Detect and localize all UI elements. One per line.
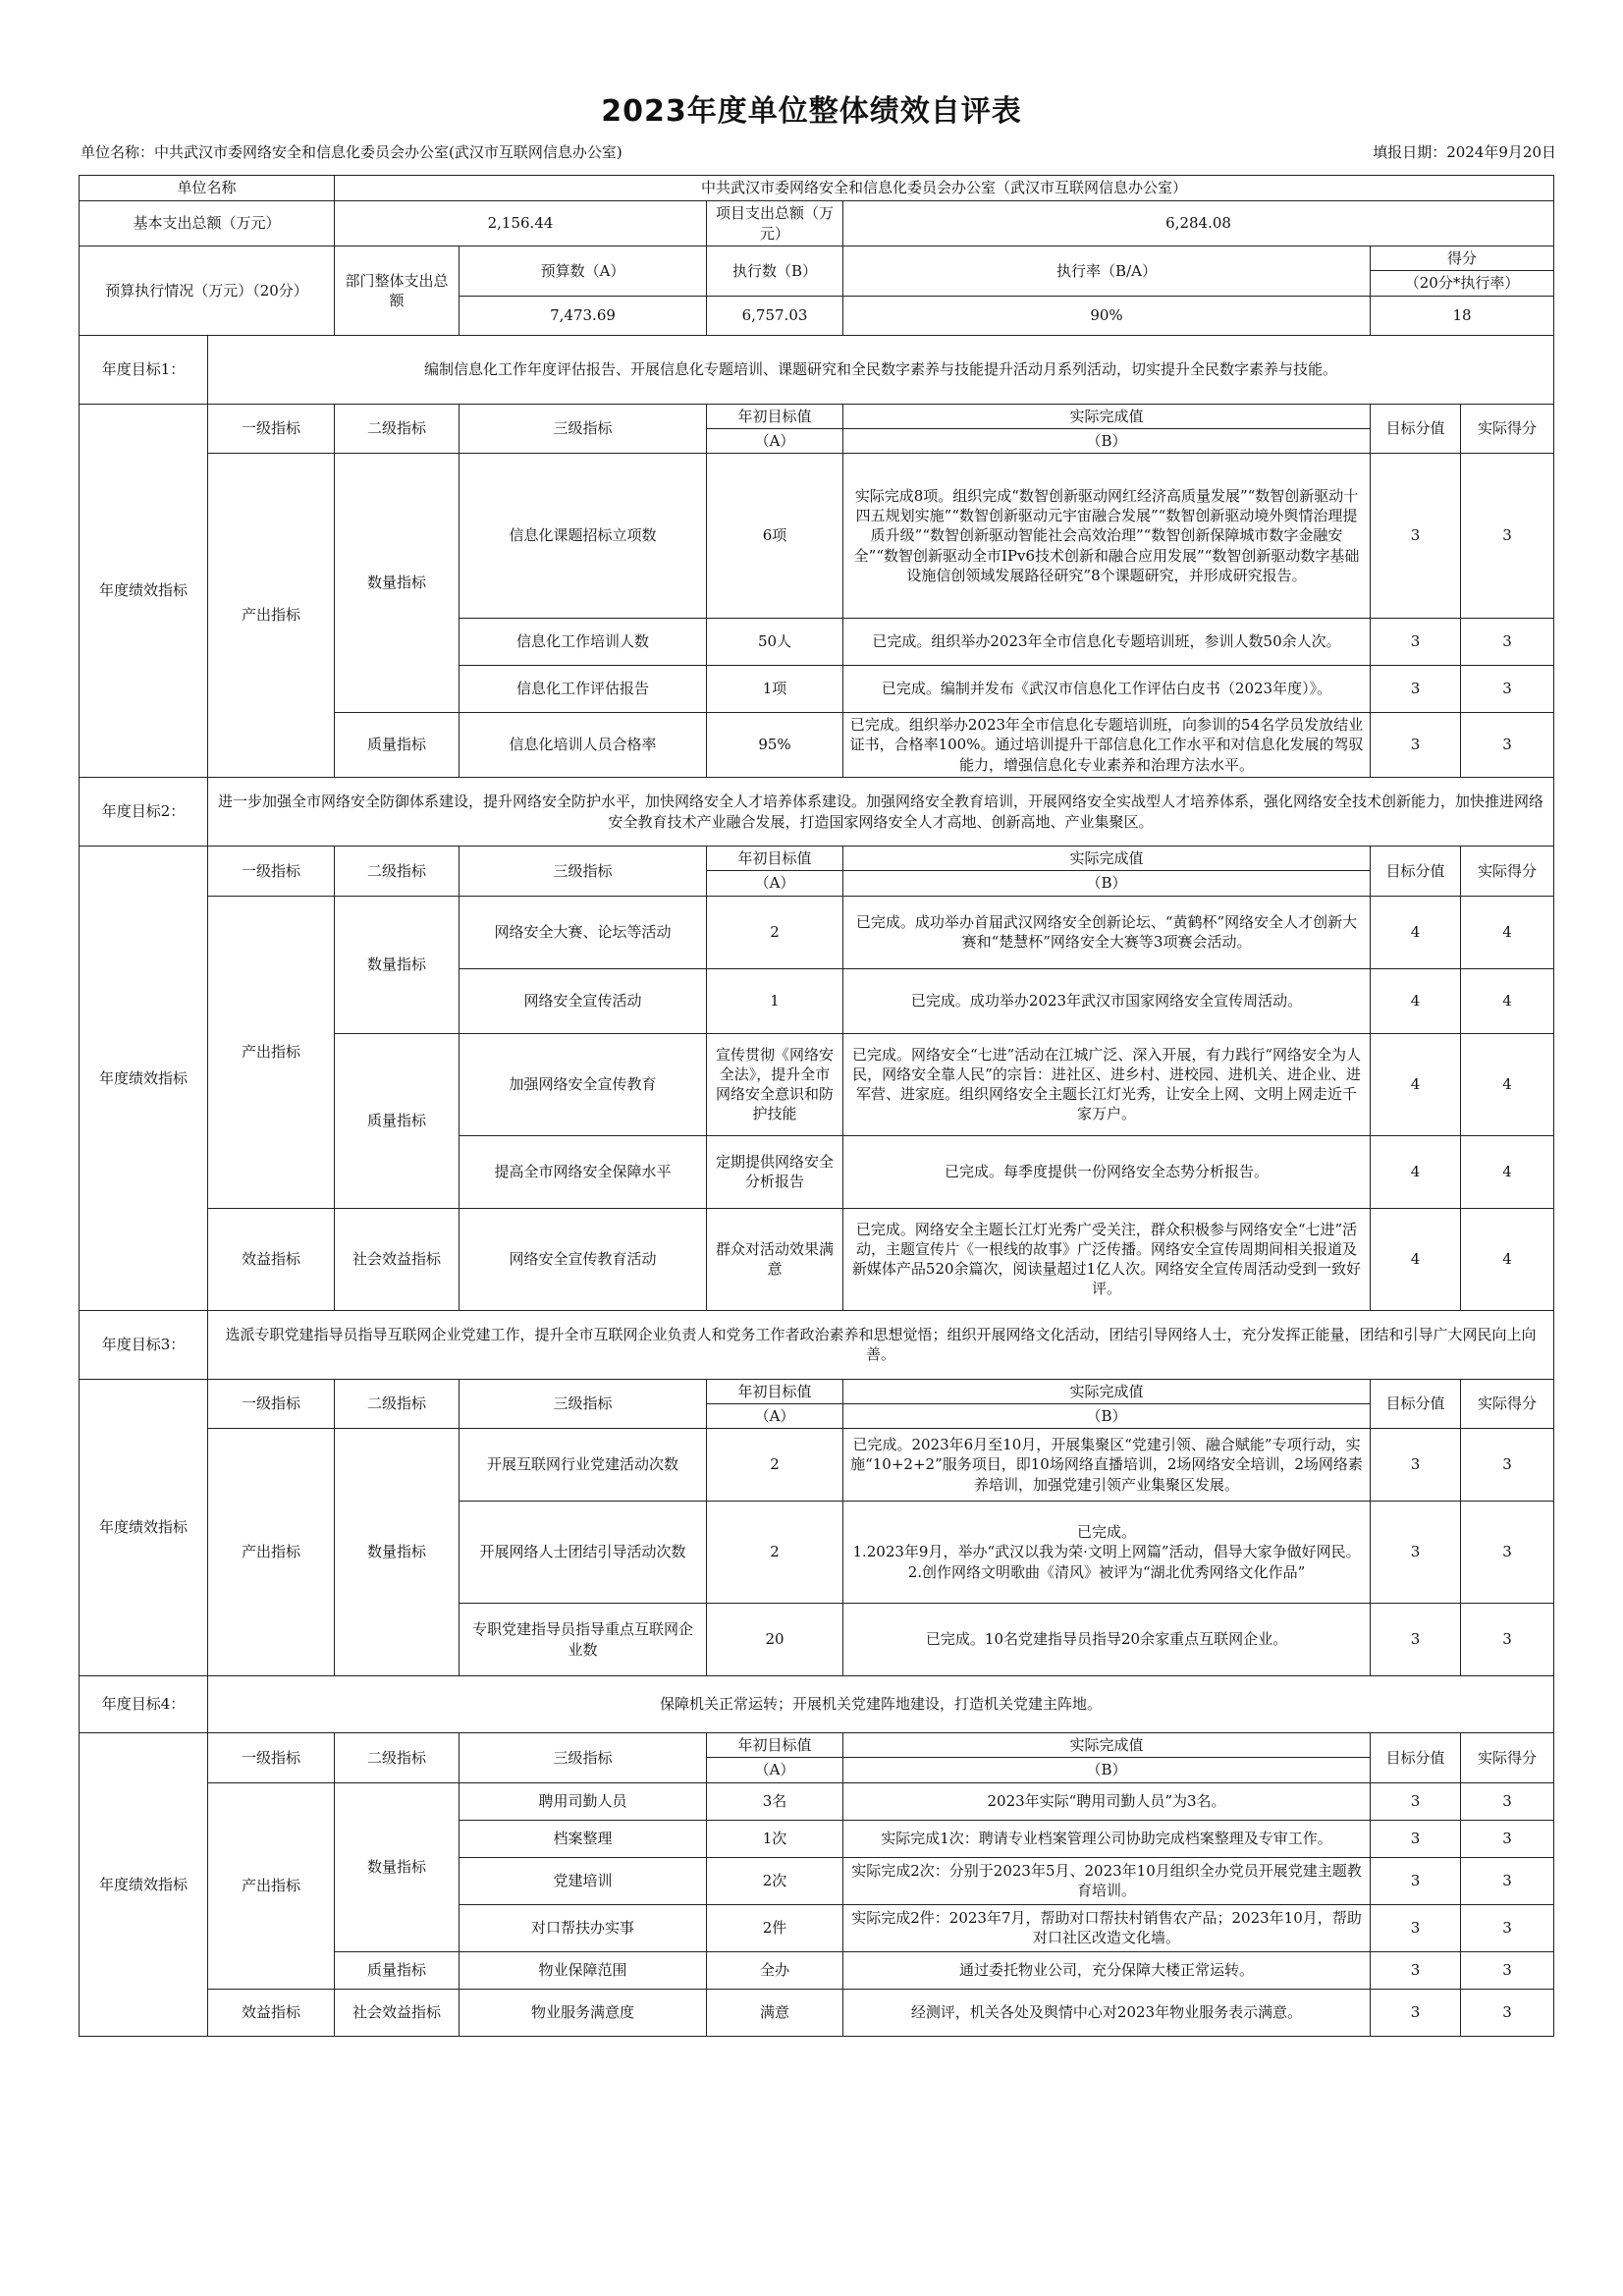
indicator-l3: 物业保障范围	[460, 1951, 707, 1989]
perf-label: 年度绩效指标	[80, 404, 208, 778]
target-value: 2	[707, 1429, 843, 1502]
table-row	[80, 1208, 1554, 1310]
col-points: 目标分值	[1371, 847, 1461, 897]
indicator-l1: 效益指标	[208, 1208, 335, 1310]
col-target-a: （A）	[707, 1403, 843, 1428]
target-points: 3	[1371, 1429, 1461, 1502]
col-lvl1: 一级指标	[208, 847, 335, 897]
actual-value: 2023年实际“聘用司勤人员”为3名。	[843, 1782, 1371, 1820]
indicator-l1: 产出指标	[208, 454, 335, 778]
actual-score: 3	[1461, 666, 1554, 713]
actual-value: 已完成。成功举办2023年武汉市国家网络安全宣传周活动。	[843, 968, 1371, 1033]
target-value: 1项	[707, 666, 843, 713]
budget-exec-label: 预算执行情况（万元）（20分）	[80, 246, 335, 336]
actual-score: 3	[1461, 1782, 1554, 1820]
goal-label: 年度目标3：	[80, 1310, 208, 1379]
indicator-l2: 质量指标	[335, 1033, 460, 1208]
actual-value: 已完成。网络安全主题长江灯光秀广受关注，群众积极参与网络安全“七进”活动，主题宣传片《一根线的故事》广泛传播。网络安全宣传周期间相关报道及新媒体产品520余篇次，阅读量超过1亿人次。网络安全宣传周活动受到一致好评。	[843, 1208, 1371, 1310]
target-value: 2	[707, 896, 843, 968]
target-value: 2	[707, 1502, 843, 1604]
target-value: 3名	[707, 1782, 843, 1820]
indicator-l3: 党建培训	[460, 1857, 707, 1904]
budget-num-label: 预算数（A）	[460, 246, 707, 297]
target-points: 3	[1371, 1604, 1461, 1676]
target-value: 20	[707, 1604, 843, 1676]
actual-score: 4	[1461, 1135, 1554, 1208]
target-value: 2件	[707, 1904, 843, 1951]
indicator-l3: 加强网络安全宣传教育	[460, 1033, 707, 1135]
basic-expense-value: 2,156.44	[335, 201, 707, 246]
col-got: 实际得分	[1461, 1379, 1554, 1429]
actual-score: 4	[1461, 1208, 1554, 1310]
actual-score: 3	[1461, 1951, 1554, 1989]
col-got: 实际得分	[1461, 404, 1554, 454]
target-points: 3	[1371, 619, 1461, 666]
indicator-l3: 网络安全宣传教育活动	[460, 1208, 707, 1310]
indicator-l2: 数量指标	[335, 1782, 460, 1951]
dept-total-label: 部门整体支出总额	[335, 246, 460, 336]
target-value: 群众对活动效果满意	[707, 1208, 843, 1310]
target-points: 4	[1371, 1208, 1461, 1310]
indicator-l1: 产出指标	[208, 896, 335, 1208]
basic-expense-label: 基本支出总额（万元）	[80, 201, 335, 246]
col-target: 年初目标值	[707, 1733, 843, 1758]
unit-line: 单位名称：中共武汉市委网络安全和信息化委员会办公室(武汉市互联网信息办公室)	[81, 143, 622, 161]
target-points: 4	[1371, 1033, 1461, 1135]
target-value: 1次	[707, 1820, 843, 1857]
table-row	[80, 1989, 1554, 2036]
actual-value: 实际完成8项。组织完成“数智创新驱动网红经济高质量发展”“数智创新驱动十四五规划实施”“数智创新驱动元宇宙融合发展”“数智创新驱动境外舆情治理提质升级”“数智创新驱动智能社会高效治理”“数智创新保障城市数字金融安全”“数智创新驱动全市IPv6技术创新和融合应用发展”“数智创新驱动数字基础设施信创领域发展路径研究”8个课题研究，并形成研究报告。	[843, 454, 1371, 619]
table-row	[80, 1782, 1554, 1820]
indicator-l3: 网络安全大赛、论坛等活动	[460, 896, 707, 968]
target-points: 3	[1371, 713, 1461, 778]
score-label: 得分	[1371, 246, 1554, 271]
goal-text: 保障机关正常运转；开展机关党建阵地建设，打造机关党建主阵地。	[208, 1676, 1554, 1733]
indicator-l2: 质量指标	[335, 1951, 460, 1989]
actual-value: 已完成。每季度提供一份网络安全态势分析报告。	[843, 1135, 1371, 1208]
actual-value: 已完成。编制并发布《武汉市信息化工作评估白皮书（2023年度）》。	[843, 666, 1371, 713]
goal-label: 年度目标1：	[80, 335, 208, 404]
indicator-l3: 信息化工作评估报告	[460, 666, 707, 713]
perf-label: 年度绩效指标	[80, 847, 208, 1311]
col-got: 实际得分	[1461, 847, 1554, 897]
indicator-l3: 档案整理	[460, 1820, 707, 1857]
col-actual: 实际完成值	[843, 404, 1371, 428]
col-lvl1: 一级指标	[208, 1379, 335, 1429]
actual-value: 已完成。组织举办2023年全市信息化专题培训班，向参训的54名学员发放结业证书，合格率100%。通过培训提升干部信息化工作水平和对信息化发展的驾驭能力，增强信息化专业素养和治理方法水平。	[843, 713, 1371, 778]
target-value: 定期提供网络安全分析报告	[707, 1135, 843, 1208]
perf-label: 年度绩效指标	[80, 1379, 208, 1676]
indicator-l2: 社会效益指标	[335, 1208, 460, 1310]
actual-value: 经测评，机关各处及舆情中心对2023年物业服务表示满意。	[843, 1989, 1371, 2036]
actual-score: 4	[1461, 968, 1554, 1033]
col-target-a: （A）	[707, 428, 843, 453]
actual-value: 已完成。网络安全“七进”活动在江城广泛、深入开展，有力践行“网络安全为人民，网络安全靠人民”的宗旨：进社区、进乡村、进校园、进机关、进企业、进军营、进家庭。组织网络安全主题长江灯光秀，让安全上网、文明上网走近千家万户。	[843, 1033, 1371, 1135]
actual-score: 3	[1461, 619, 1554, 666]
indicator-l1: 效益指标	[208, 1989, 335, 2036]
goal-text: 选派专职党建指导员指导互联网企业党建工作，提升全市互联网企业负责人和党务工作者政治素养和思想觉悟；组织开展网络文化活动，团结引导网络人士，充分发挥正能量，团结和引导广大网民向上向善。	[208, 1310, 1554, 1379]
target-points: 3	[1371, 1857, 1461, 1904]
indicator-l3: 开展互联网行业党建活动次数	[460, 1429, 707, 1502]
target-points: 4	[1371, 968, 1461, 1033]
indicator-l3: 聘用司勤人员	[460, 1782, 707, 1820]
actual-score: 3	[1461, 1604, 1554, 1676]
col-lvl1: 一级指标	[208, 404, 335, 454]
date-line: 填报日期：2024年9月20日	[1373, 143, 1556, 161]
target-value: 满意	[707, 1989, 843, 2036]
actual-score: 3	[1461, 713, 1554, 778]
indicator-l3: 信息化工作培训人数	[460, 619, 707, 666]
actual-score: 3	[1461, 1820, 1554, 1857]
col-lvl2: 二级指标	[335, 1379, 460, 1429]
project-expense-label: 项目支出总额（万元）	[707, 201, 843, 246]
col-target-a: （A）	[707, 871, 843, 896]
col-got: 实际得分	[1461, 1733, 1554, 1783]
indicator-l3: 物业服务满意度	[460, 1989, 707, 2036]
indicator-l3: 对口帮扶办实事	[460, 1904, 707, 1951]
target-points: 3	[1371, 1502, 1461, 1604]
actual-value: 已完成。2023年6月至10月，开展集聚区“党建引领、融合赋能”专项行动，实施“10+2+2”服务项目，即10场网络直播培训，2场网络安全培训，2场网络素养培训，加强党建引领产业集聚区发展。	[843, 1429, 1371, 1502]
actual-score: 4	[1461, 896, 1554, 968]
indicator-l2: 数量指标	[335, 1429, 460, 1676]
actual-score: 3	[1461, 1502, 1554, 1604]
actual-score: 3	[1461, 1989, 1554, 2036]
table-row	[80, 454, 1554, 619]
target-points: 3	[1371, 1904, 1461, 1951]
target-points: 3	[1371, 1951, 1461, 1989]
perf-label: 年度绩效指标	[80, 1733, 208, 2037]
indicator-l2: 社会效益指标	[335, 1989, 460, 2036]
indicator-l2: 质量指标	[335, 713, 460, 778]
indicator-l3: 提高全市网络安全保障水平	[460, 1135, 707, 1208]
indicator-l3: 专职党建指导员指导重点互联网企业数	[460, 1604, 707, 1676]
page-title: 2023年度单位整体绩效自评表	[601, 94, 1022, 129]
col-lvl3: 三级指标	[460, 1379, 707, 1429]
performance-table	[79, 175, 1554, 2037]
target-points: 4	[1371, 896, 1461, 968]
actual-score: 3	[1461, 454, 1554, 619]
target-value: 95%	[707, 713, 843, 778]
actual-score: 3	[1461, 1429, 1554, 1502]
goal-label: 年度目标2：	[80, 778, 208, 847]
col-actual: 实际完成值	[843, 1379, 1371, 1403]
actual-value: 实际完成2次：分别于2023年5月、2023年10月组织全办党员开展党建主题教育培训。	[843, 1857, 1371, 1904]
col-lvl3: 三级指标	[460, 1733, 707, 1783]
project-expense-value: 6,284.08	[843, 201, 1554, 246]
col-target-a: （A）	[707, 1758, 843, 1782]
col-lvl2: 二级指标	[335, 1733, 460, 1783]
target-value: 2次	[707, 1857, 843, 1904]
indicator-l3: 信息化培训人员合格率	[460, 713, 707, 778]
target-points: 3	[1371, 666, 1461, 713]
col-actual-b: （B）	[843, 1403, 1371, 1428]
indicator-l2: 数量指标	[335, 896, 460, 1033]
col-points: 目标分值	[1371, 404, 1461, 454]
target-value: 全办	[707, 1951, 843, 1989]
actual-value: 实际完成1次：聘请专业档案管理公司协助完成档案整理及专审工作。	[843, 1820, 1371, 1857]
target-points: 4	[1371, 1135, 1461, 1208]
col-lvl2: 二级指标	[335, 847, 460, 897]
target-points: 3	[1371, 454, 1461, 619]
unit-name-value: 中共武汉市委网络安全和信息化委员会办公室（武汉市互联网信息办公室）	[335, 176, 1554, 201]
target-value: 宣传贯彻《网络安全法》，提升全市网络安全意识和防护技能	[707, 1033, 843, 1135]
unit-name-label: 单位名称	[80, 176, 335, 201]
col-actual-b: （B）	[843, 871, 1371, 896]
target-value: 1	[707, 968, 843, 1033]
goal-text: 编制信息化工作年度评估报告、开展信息化专题培训、课题研究和全民数字素养与技能提升活动月系列活动，切实提升全民数字素养与技能。	[208, 335, 1554, 404]
budget-num-value: 7,473.69	[460, 296, 707, 335]
actual-score: 3	[1461, 1857, 1554, 1904]
col-actual-b: （B）	[843, 1758, 1371, 1782]
target-value: 50人	[707, 619, 843, 666]
actual-value: 已完成。组织举办2023年全市信息化专题培训班，参训人数50余人次。	[843, 619, 1371, 666]
col-lvl3: 三级指标	[460, 404, 707, 454]
indicator-l1: 产出指标	[208, 1782, 335, 1989]
col-target: 年初目标值	[707, 847, 843, 871]
goal-label: 年度目标4：	[80, 1676, 208, 1733]
rate-value: 90%	[843, 296, 1371, 335]
actual-value: 已完成。成功举办首届武汉网络安全创新论坛、“黄鹤杯”网络安全人才创新大赛和“楚慧杯”网络安全大赛等3项赛会活动。	[843, 896, 1371, 968]
col-lvl1: 一级指标	[208, 1733, 335, 1783]
target-points: 3	[1371, 1820, 1461, 1857]
score-formula: （20分*执行率）	[1371, 271, 1554, 296]
table-row	[80, 1429, 1554, 1502]
target-points: 3	[1371, 1989, 1461, 2036]
col-actual-b: （B）	[843, 428, 1371, 453]
actual-value: 已完成。10名党建指导员指导20余家重点互联网企业。	[843, 1604, 1371, 1676]
col-actual: 实际完成值	[843, 847, 1371, 871]
indicator-l3: 信息化课题招标立项数	[460, 454, 707, 619]
indicator-l1: 产出指标	[208, 1429, 335, 1676]
target-points: 3	[1371, 1782, 1461, 1820]
score-value: 18	[1371, 296, 1554, 335]
exec-num-value: 6,757.03	[707, 296, 843, 335]
col-lvl3: 三级指标	[460, 847, 707, 897]
goal-text: 进一步加强全市网络安全防御体系建设，提升网络安全防护水平，加快网络安全人才培养体系建设。加强网络安全教育培训，开展网络安全实战型人才培养体系，强化网络安全技术创新能力，加快推进网络安全教育技术产业融合发展，打造国家网络安全人才高地、创新高地、产业集聚区。	[208, 778, 1554, 847]
exec-num-label: 执行数（B）	[707, 246, 843, 297]
actual-value: 通过委托物业公司，充分保障大楼正常运转。	[843, 1951, 1371, 1989]
rate-label: 执行率（B/A）	[843, 246, 1371, 297]
table-row	[80, 896, 1554, 968]
col-points: 目标分值	[1371, 1379, 1461, 1429]
actual-value: 实际完成2件：2023年7月，帮助对口帮扶村销售农产品；2023年10月，帮助对口社区改造文化墙。	[843, 1904, 1371, 1951]
col-points: 目标分值	[1371, 1733, 1461, 1783]
col-target: 年初目标值	[707, 1379, 843, 1403]
col-target: 年初目标值	[707, 404, 843, 428]
indicator-l3: 网络安全宣传活动	[460, 968, 707, 1033]
actual-score: 3	[1461, 1904, 1554, 1951]
indicator-l3: 开展网络人士团结引导活动次数	[460, 1502, 707, 1604]
col-lvl2: 二级指标	[335, 404, 460, 454]
target-value: 6项	[707, 454, 843, 619]
col-actual: 实际完成值	[843, 1733, 1371, 1758]
indicator-l2: 数量指标	[335, 454, 460, 713]
actual-score: 4	[1461, 1033, 1554, 1135]
actual-value: 已完成。 1.2023年9月，举办“武汉以我为荣·文明上网篇”活动，倡导大家争做好网民。 2.创作网络文明歌曲《清风》被评为“湖北优秀网络文化作品”	[843, 1502, 1371, 1604]
